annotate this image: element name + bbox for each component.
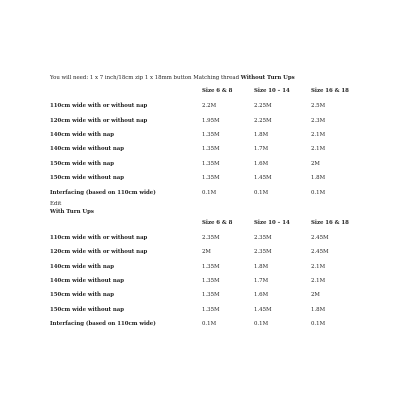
table-row (50, 113, 370, 127)
header-size-6-8: Size 6 & 8 (202, 88, 233, 94)
cell-value: 1.45M (254, 306, 272, 313)
header-cell (50, 216, 202, 231)
row-label: 150cm wide with nap (50, 160, 115, 167)
cell-value: 1.35M (202, 278, 220, 285)
cell-value: 1.7M (254, 278, 269, 285)
cell-value: 1.35M (202, 306, 220, 313)
cell-value: 0.1M (254, 189, 269, 196)
cell-value: 2.35M (254, 234, 272, 241)
table-header-row (50, 83, 370, 99)
materials-text: You will need: 1 x 7 inch/18cm zip 1 x 18mm button Matching thread (50, 75, 241, 81)
header-size-16-18: Size 16 & 18 (311, 88, 349, 94)
cell-value: 2M (311, 292, 320, 299)
cell-value: 2.1M (311, 146, 326, 153)
cell-value: 1.35M (202, 175, 220, 182)
cell-value: 2.45M (311, 249, 329, 256)
cell-value: 0.1M (311, 189, 326, 196)
row-label: 120cm wide with or without nap (50, 249, 148, 256)
fabric-table-with-turn-ups (50, 216, 370, 332)
cell-value: 2.1M (311, 263, 326, 270)
page-content (50, 73, 370, 331)
table-row (50, 171, 370, 185)
header-size-10-14: Size 10 – 14 (254, 220, 290, 227)
row-label: 140cm wide without nap (50, 278, 125, 285)
table-row (50, 157, 370, 171)
cell-value: 0.1M (202, 321, 217, 328)
cell-value: 2M (311, 160, 320, 167)
row-label: 120cm wide with or without nap (50, 117, 148, 124)
cell-value: 0.1M (254, 321, 269, 328)
table-row (50, 260, 370, 274)
cell-value: 2.25M (254, 117, 272, 124)
cell-value: 1.8M (254, 263, 269, 270)
header-size-6-8: Size 6 & 8 (202, 220, 233, 227)
cell-value: 2M (202, 249, 211, 256)
cell-value: 1.35M (202, 263, 220, 270)
materials-intro (50, 73, 370, 83)
table-row (50, 142, 370, 156)
table-row (50, 274, 370, 288)
row-label: Interfacing (based on 110cm wide) (50, 189, 156, 196)
cell-value: 1.8M (311, 306, 326, 313)
row-label: 150cm wide without nap (50, 306, 125, 313)
cell-value: 1.8M (254, 131, 269, 138)
cell-value: 2.35M (202, 234, 220, 241)
cell-value: 2.1M (311, 131, 326, 138)
cell-value: 1.6M (254, 160, 269, 167)
table-header-row (50, 216, 370, 231)
table-row (50, 231, 370, 245)
row-label: Interfacing (based on 110cm wide) (50, 321, 156, 328)
cell-value: 2.5M (311, 103, 326, 110)
table-row (50, 128, 370, 142)
row-label: 140cm wide with nap (50, 263, 115, 270)
cell-value: 2.1M (311, 278, 326, 285)
header-size-10-14: Size 10 – 14 (254, 88, 290, 94)
edit-link[interactable]: Edit (50, 200, 62, 207)
row-label: 150cm wide without nap (50, 175, 125, 182)
cell-value: 1.35M (202, 146, 220, 153)
cell-value: 1.6M (254, 292, 269, 299)
header-size-16-18: Size 16 & 18 (311, 220, 349, 227)
row-label: 110cm wide with or without nap (50, 234, 148, 241)
row-label: 140cm wide with nap (50, 131, 115, 138)
cell-value: 1.45M (254, 175, 272, 182)
cell-value: 1.35M (202, 131, 220, 138)
cell-value: 1.95M (202, 117, 220, 124)
fabric-table-without-turn-ups (50, 83, 370, 200)
row-label: 150cm wide with nap (50, 292, 115, 299)
cell-value: 1.35M (202, 292, 220, 299)
without-turn-ups-title: Without Turn Ups (240, 75, 295, 81)
cell-value: 1.8M (311, 175, 326, 182)
table-row (50, 288, 370, 302)
row-label: 140cm wide without nap (50, 146, 125, 153)
cell-value: 2.25M (254, 103, 272, 110)
cell-value: 2.2M (202, 103, 217, 110)
table-row (50, 245, 370, 259)
cell-value: 0.1M (311, 321, 326, 328)
with-turn-ups-title: With Turn Ups (50, 208, 94, 215)
table-row (50, 317, 370, 331)
cell-value: 0.1M (202, 189, 217, 196)
cell-value: 1.35M (202, 160, 220, 167)
table-row (50, 303, 370, 317)
cell-value: 2.3M (311, 117, 326, 124)
header-cell (50, 83, 202, 99)
row-label: 110cm wide with or without nap (50, 103, 148, 110)
table-row (50, 99, 370, 113)
table-row (50, 185, 370, 199)
cell-value: 2.35M (254, 249, 272, 256)
cell-value: 1.7M (254, 146, 269, 153)
cell-value: 2.45M (311, 234, 329, 241)
